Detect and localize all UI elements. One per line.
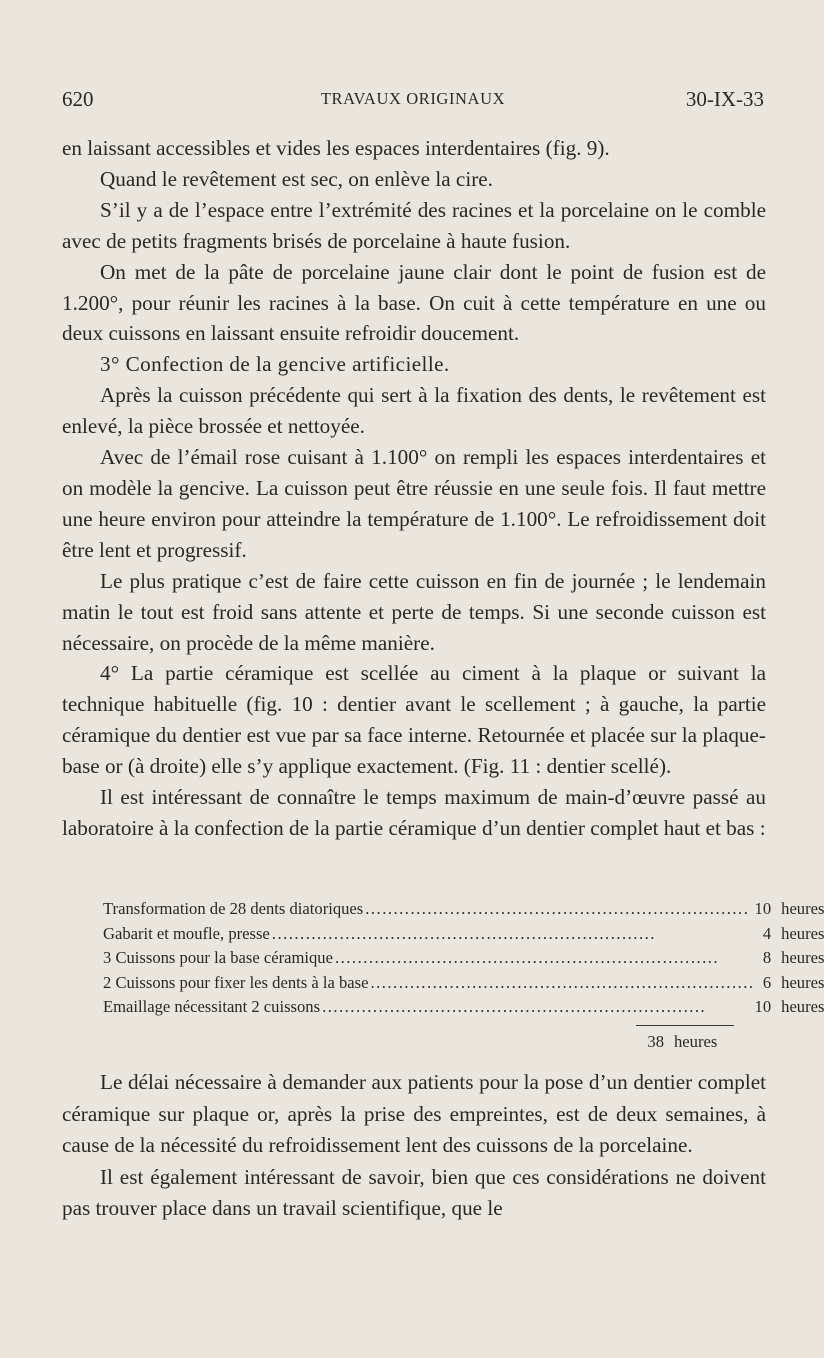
paragraph: Le délai nécessaire à demander aux patients pour la pose d’un dentier complet céramique sur plaque or, après la prise des empreintes, est de deux semaines, à cause de la nécessité du refroidissement lent des cuissons de la porcelaine.: [62, 1070, 766, 1157]
hours-unit: heures: [781, 923, 824, 943]
task-label: 3 Cuissons pour la base céramique: [103, 948, 333, 967]
hours-value: 8: [762, 948, 772, 967]
page-number: 620: [62, 87, 94, 111]
running-title: TRAVAUX ORIGINAUX: [320, 89, 506, 108]
paragraph: S’il y a de l’espace entre l’extrémité des racines et la porcelaine on le comble avec de petits fragments brisés de porcelaine à haute fusion.: [62, 197, 766, 253]
hours-value: 10: [754, 997, 772, 1016]
hours-unit: heures: [781, 948, 824, 967]
dot-leader: ....................................................................: [370, 972, 755, 992]
paragraph: Après la cuisson précédente qui sert à la fixation des dents, le revêtement est enlevé, la pièce brossée et nettoyée.: [62, 383, 766, 439]
hours-value: 4: [762, 923, 772, 943]
paragraph: Il est intéressant de connaître le temps maximum de main-d’œuvre passé au laboratoire à la confection de la partie céramique d’un dentier complet haut et bas :: [62, 785, 766, 840]
hours-unit: heures: [781, 997, 824, 1016]
dot-leader: ....................................................................: [271, 923, 656, 943]
paragraph: Il est également intéressant de savoir, bien que ces considérations ne doivent pas trouver place dans un travail scientifique, que le: [62, 1164, 766, 1220]
hours-value: 10: [754, 899, 772, 918]
total-value: 38: [647, 1032, 664, 1051]
task-label: Gabarit et moufle, presse: [103, 923, 270, 943]
labor-time-table: [103, 897, 824, 1020]
paragraph: Le plus pratique c’est de faire cette cuisson en fin de journée ; le lendemain matin le tout est froid sans attente et perte de temps. Si une seconde cuisson est nécessaire, on procède de la même manière.: [62, 568, 766, 655]
paragraph: 4° La partie céramique est scellée au ciment à la plaque or suivant la technique habituelle (fig. 10 : dentier avant le scellement ; à gauche, la partie céramique du dentier est vue par sa face interne. Retournée et placée sur la plaque-base or (à droite) elle s’y applique exactement. (Fig. 11 : dentier scellé).: [62, 661, 766, 779]
issue-date: 30-IX-33: [685, 87, 764, 111]
hours-unit: heures: [781, 972, 824, 992]
total-hours: [636, 1030, 717, 1054]
dot-leader: ....................................................................: [322, 997, 707, 1016]
paragraph: en laissant accessibles et vides les espaces interdentaires (fig. 9).: [62, 136, 610, 160]
paragraph: Quand le revêtement est sec, on enlève la cire.: [100, 166, 493, 191]
hours-unit: heures: [781, 899, 824, 918]
page-header: [62, 84, 764, 114]
dot-leader: ....................................................................: [365, 899, 750, 918]
task-label: Emaillage nécessitant 2 cuissons: [103, 997, 321, 1016]
body-text: [62, 133, 766, 844]
paragraph: On met de la pâte de porcelaine jaune clair dont le point de fusion est de 1.200°, pour réunir les racines à la base. On cuit à cette température en une ou deux cuissons en laissant ensuite refroidir doucement.: [62, 259, 766, 346]
table-row: [103, 946, 824, 971]
task-label: 2 Cuissons pour fixer les dents à la base: [103, 972, 369, 992]
dot-leader: ....................................................................: [334, 948, 720, 967]
sum-rule: [636, 1025, 734, 1026]
paragraph: Avec de l’émail rose cuisant à 1.100° on rempli les espaces interdentaires et on modèle la gencive. La cuisson peut être réussie en une seule fois. Il faut mettre une heure environ pour atteindre la température de 1.100°. Le refroidissement doit être lent et progressif.: [62, 445, 766, 562]
closing-text: [62, 1067, 766, 1225]
section-heading: 3° Confection de la gencive artificielle.: [100, 352, 450, 377]
hours-value: 6: [762, 972, 772, 992]
task-label: Transformation de 28 dents diatoriques: [103, 899, 364, 918]
table-row: [103, 897, 824, 922]
table-row: [103, 971, 824, 996]
table-row: [103, 922, 824, 947]
total-unit: heures: [674, 1032, 718, 1051]
table-row: [103, 995, 824, 1020]
